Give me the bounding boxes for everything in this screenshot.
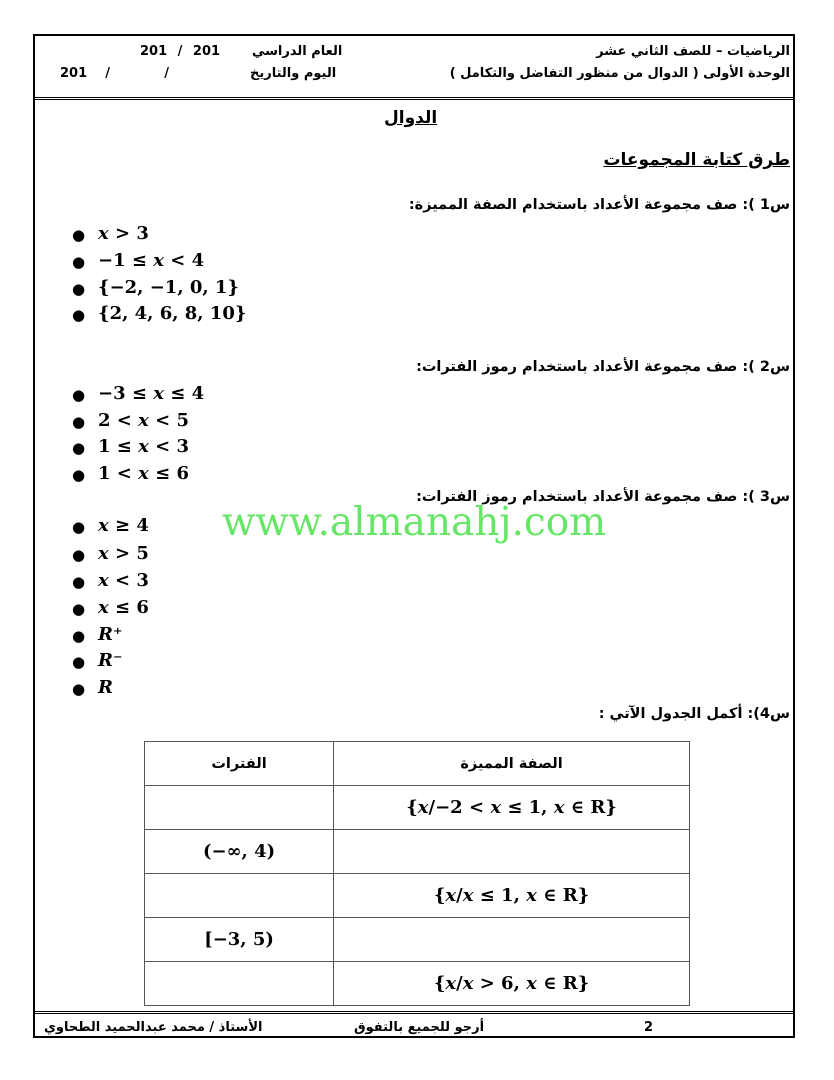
- bullet-icon: ●: [72, 546, 86, 564]
- q3-item: x < 3: [98, 570, 149, 591]
- bullet-icon: ●: [72, 413, 86, 431]
- header-divider: [35, 97, 793, 100]
- header-year-value: 201 / 201: [140, 44, 221, 59]
- bullet-icon: ●: [72, 253, 86, 271]
- col-property-header: الصفة المميزة: [334, 742, 690, 786]
- table-row: [145, 918, 690, 962]
- bullet-icon: ●: [72, 386, 86, 404]
- q2-item: 1 < x ≤ 6: [98, 463, 190, 484]
- bullet-icon: ●: [72, 439, 86, 457]
- bullet-icon: ●: [72, 306, 86, 324]
- bullet-icon: ●: [72, 573, 86, 591]
- header-year-label: العام الدراسي: [252, 44, 343, 59]
- q2-item: −3 ≤ x ≤ 4: [98, 383, 205, 404]
- q3-item: x ≤ 6: [98, 597, 149, 618]
- q3-item: R⁻: [98, 650, 123, 671]
- header-unit: الوحدة الأولى ( الدوال من منظور التفاضل والتكامل ): [449, 66, 790, 81]
- col-intervals-header: الفترات: [145, 742, 334, 786]
- header-day-label: اليوم والتاريخ: [250, 66, 337, 81]
- bullet-icon: ●: [72, 653, 86, 671]
- table-header-row: [145, 742, 690, 786]
- property-cell[interactable]: [334, 830, 690, 874]
- property-cell: {x/x > 6, x ∈ R}: [334, 962, 690, 1006]
- q1-item: x > 3: [98, 223, 149, 244]
- q3-item: x ≥ 4: [98, 515, 149, 536]
- q3-prompt: س3 ): صف مجموعة الأعداد باستخدام رموز الفترات:: [416, 489, 790, 505]
- watermark: www.almanahj.com: [222, 500, 607, 545]
- interval-cell[interactable]: [145, 874, 334, 918]
- q2-prompt: س2 ): صف مجموعة الأعداد باستخدام رموز الفترات:: [416, 359, 790, 375]
- interval-cell: [−3, 5): [145, 918, 334, 962]
- q3-item: x > 5: [98, 543, 149, 564]
- table-row: [145, 874, 690, 918]
- q3-item: R: [98, 677, 113, 698]
- table-row: [145, 830, 690, 874]
- q1-prompt: س1 ): صف مجموعة الأعداد باستخدام الصفة المميزة:: [408, 197, 790, 213]
- interval-cell[interactable]: [145, 786, 334, 830]
- bullet-icon: ●: [72, 280, 86, 298]
- property-cell: {x/−2 < x ≤ 1, x ∈ R}: [334, 786, 690, 830]
- day-value-text: 201 / /: [60, 66, 170, 81]
- bullet-icon: ●: [72, 518, 86, 536]
- q4-prompt: س4): أكمل الجدول الآتي :: [598, 706, 790, 722]
- page-title: الدوال: [384, 108, 438, 128]
- bullet-icon: ●: [72, 680, 86, 698]
- footer-divider: [35, 1011, 793, 1014]
- header-subject: الرياضيات – للصف الثاني عشر: [596, 44, 790, 59]
- property-cell: {x/x ≤ 1, x ∈ R}: [334, 874, 690, 918]
- q1-item: {2, 4, 6, 8, 10}: [98, 303, 247, 324]
- q1-item: {−2, −1, 0, 1}: [98, 277, 240, 298]
- footer-teacher: الأستاذ / محمد عبدالحميد الطحاوي: [44, 1020, 263, 1035]
- bullet-icon: ●: [72, 466, 86, 484]
- table-row: [145, 786, 690, 830]
- interval-cell[interactable]: [145, 962, 334, 1006]
- header-day-value: [60, 66, 169, 81]
- footer-wish: أرجو للجميع بالتفوق: [354, 1020, 485, 1035]
- q2-item: 2 < x < 5: [98, 410, 190, 431]
- q1-item: −1 ≤ x < 4: [98, 250, 205, 271]
- bullet-icon: ●: [72, 627, 86, 645]
- section-title: طرق كتابة المجموعات: [603, 150, 790, 170]
- bullet-icon: ●: [72, 600, 86, 618]
- footer-page-number: 2: [644, 1020, 654, 1035]
- table-row: [145, 962, 690, 1006]
- property-cell[interactable]: [334, 918, 690, 962]
- interval-cell: (−∞, 4): [145, 830, 334, 874]
- intervals-table: [144, 741, 690, 1006]
- q2-item: 1 ≤ x < 3: [98, 436, 190, 457]
- q3-item: R⁺: [98, 624, 123, 645]
- bullet-icon: ●: [72, 226, 86, 244]
